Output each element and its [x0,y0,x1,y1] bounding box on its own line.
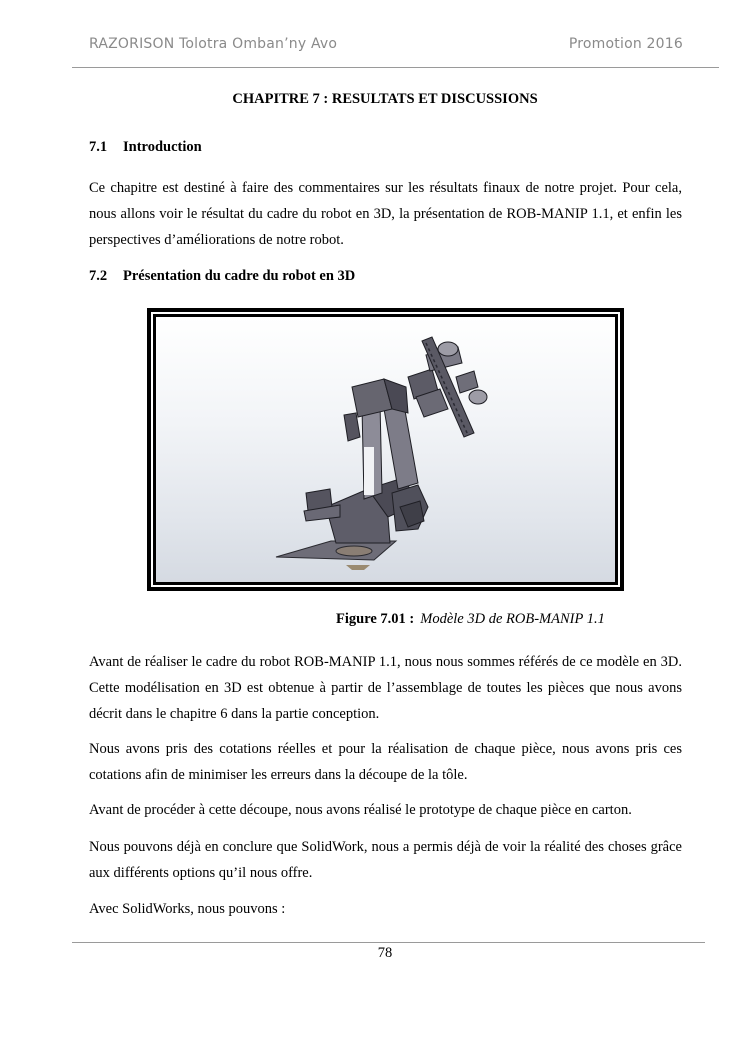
header-author: RAZORISON Tolotra Omban’ny Avo [89,36,338,52]
footer-rule [72,942,705,943]
figure-frame [147,308,624,591]
chapter-title: CHAPITRE 7 : RESULTATS ET DISCUSSIONS [232,91,538,107]
figure-inner-border [151,312,620,587]
paragraph-solidworks: Avec SolidWorks, nous pouvons : [89,901,286,917]
paragraph-model-reference: Avant de réaliser le cadre du robot ROB-MANIP 1.1, nous nous sommes référés de ce modèle en 3D. Cette modélisation en 3D est obtenue à partir de l’assemblage de toutes les pièces que nous avons décrit dans le chapitre 6 dans la partie conception. [89,654,682,722]
paragraph-dimensions: Nous avons pris des cotations réelles et pour la réalisation de chaque pièce, nous avons pris ces cotations afin de minimiser les erreurs dans la découpe de la tôle. [89,741,682,783]
page-number: 78 [377,945,393,961]
section-title: Présentation du cadre du robot en 3D [123,268,356,284]
paragraph-conclusion: Nous pouvons déjà en conclure que SolidWork, nous a permis déjà de voir la réalité des choses grâce aux différents options qu’il nous offre. [89,839,682,881]
header-promotion: Promotion 2016 [568,36,683,52]
section-heading-introduction [89,139,202,156]
header-rule [72,67,719,68]
section-number: 7.2 [89,268,108,284]
paragraph-prototype: Avant de procéder à cette découpe, nous avons réalisé le prototype de chaque pièce en carton. [89,802,632,818]
section-title: Introduction [123,139,202,155]
robot-3d-model-image [156,317,615,582]
robot-arm-drawing [156,317,613,580]
intro-paragraph: Ce chapitre est destiné à faire des commentaires sur les résultats finaux de notre projet. Pour cela, nous allons voir le résultat du cadre du robot en 3D, la présentation de ROB-MANIP 1.1, et enfin les perspectives d’améliorations de notre robot. [89,180,682,248]
figure-caption-text: Modèle 3D de ROB-MANIP 1.1 [420,611,605,627]
section-heading-3d-frame [89,268,355,285]
figure-label: Figure 7.01 : [336,611,415,627]
figure-caption [336,611,605,628]
section-number: 7.1 [89,139,108,155]
